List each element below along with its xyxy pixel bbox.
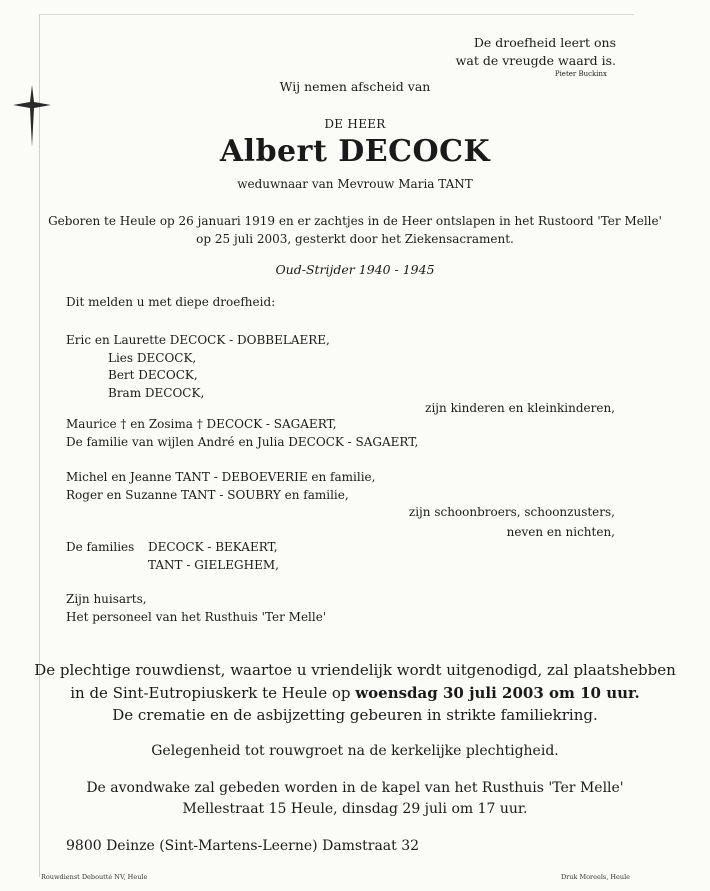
in-laws-note-2: neven en nichten,	[506, 525, 615, 539]
service-datetime: woensdag 30 juli 2003 om 10 uur.	[355, 684, 640, 702]
birth-line-1: Geboren te Heule op 26 januari 1919 en er zachtjes in de Heer ontslapen in het Rustoord 'Ter Melle'	[48, 214, 662, 228]
vigil-line-2: Mellestraat 15 Heule, dinsdag 29 juli om 17 uur.	[182, 801, 528, 817]
others-line-2: Het personeel van het Rusthuis 'Ter Melle'	[66, 610, 327, 624]
service-line-3: De crematie en de asbijzetting gebeuren in strikte familiekring.	[112, 706, 598, 724]
families-line-2: TANT - GIELEGHEM,	[148, 558, 279, 572]
title-line: DE HEER	[324, 117, 386, 131]
child-line-3: Bert DECOCK,	[108, 368, 198, 382]
families-label: De families	[66, 540, 135, 554]
child-line-1: Eric en Laurette DECOCK - DOBBELAERE,	[66, 333, 330, 347]
condolence-line: Gelegenheid tot rouwgroet na de kerkelijke plechtigheid.	[151, 743, 559, 759]
families-line-1: DECOCK - BEKAERT,	[148, 540, 278, 554]
in-law-line-2: Roger en Suzanne TANT - SOUBRY en familie,	[66, 488, 349, 502]
footer-funeral-service: Rouwdienst Deboutté NV, Heule	[41, 873, 148, 881]
birth-line-2: op 25 juli 2003, gesterkt door het Ziekensacrament.	[196, 232, 514, 246]
footer-printer: Druk Moreels, Heule	[560, 873, 630, 881]
sibling-line-2: De familie van wijlen André en Julia DECOCK - SAGAERT,	[66, 435, 419, 449]
service-line-2-text: in de Sint-Eutropiuskerk te Heule op	[70, 684, 356, 702]
announcement: Dit melden u met diepe droefheid:	[66, 295, 276, 309]
widower-line: weduwnaar van Mevrouw Maria TANT	[237, 177, 473, 191]
intro-line: Wij nemen afscheid van	[279, 79, 431, 94]
service-line-2	[0, 684, 710, 702]
in-laws-note-1: zijn schoonbroers, schoonzusters,	[408, 505, 615, 519]
child-line-2: Lies DECOCK,	[108, 351, 197, 365]
others-line-1: Zijn huisarts,	[66, 592, 147, 606]
child-line-4: Bram DECOCK,	[108, 386, 205, 400]
family-address: 9800 Deinze (Sint-Martens-Leerne) Damstraat 32	[66, 838, 420, 854]
deceased-name: Albert DECOCK	[219, 134, 491, 169]
vigil-line-1: De avondwake zal gebeden worden in de kapel van het Rusthuis 'Ter Melle'	[86, 780, 624, 796]
quote-line-2: wat de vreugde waard is.	[455, 53, 616, 68]
in-law-line-1: Michel en Jeanne TANT - DEBOEVERIE en familie,	[66, 470, 376, 484]
sibling-line-1: Maurice † en Zosima † DECOCK - SAGAERT,	[66, 417, 337, 431]
service-line-1: De plechtige rouwdienst, waartoe u vriendelijk wordt uitgenodigd, zal plaatshebben	[34, 661, 676, 679]
veteran-line: Oud-Strijder 1940 - 1945	[275, 262, 435, 277]
quote-line-1: De droefheid leert ons	[473, 35, 616, 50]
quote-author: Pieter Buckinx	[554, 70, 607, 78]
children-note: zijn kinderen en kleinkinderen,	[425, 401, 615, 415]
